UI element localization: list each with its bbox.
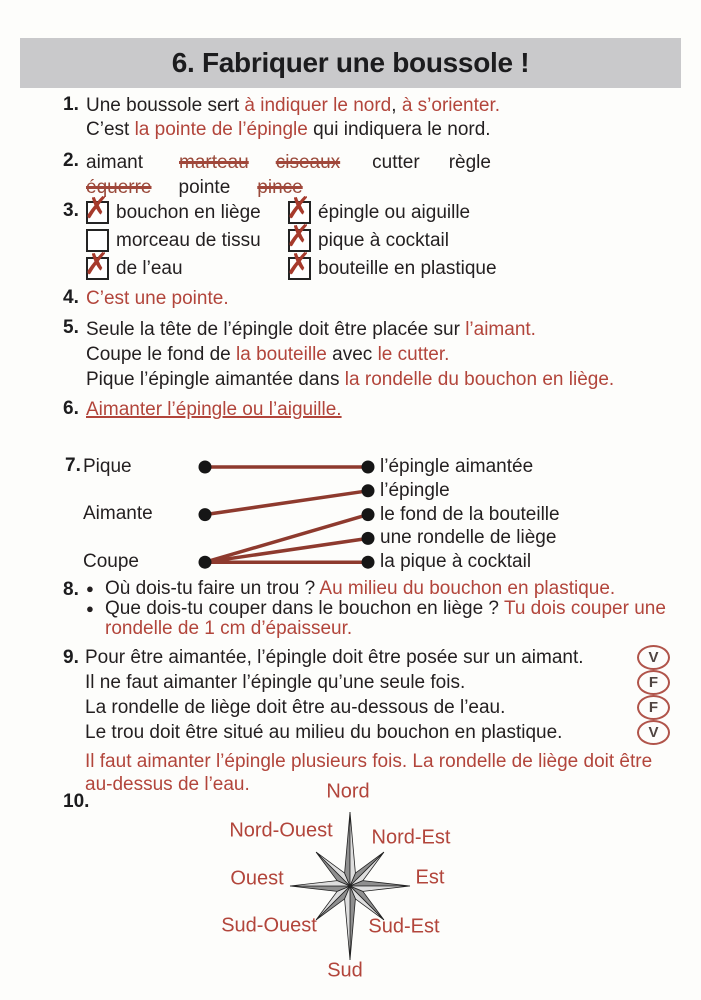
checkbox-bouteille[interactable] [286, 248, 312, 281]
word-marteau-struck: marteau [179, 152, 249, 173]
checkbox-x-icon: ✗ [286, 220, 312, 253]
q5-answer-b: la bouteille [236, 344, 327, 365]
q8-answer-1: Au milieu du bouchon en plastique. [319, 578, 616, 599]
question-5-number: 5. [63, 317, 79, 338]
match-left-coupe: Coupe [83, 551, 139, 572]
q5-answer-a: l’aimant. [465, 319, 536, 340]
q1-text-a: Une boussole sert [86, 95, 245, 116]
question-6 [63, 398, 342, 422]
checklist-item [286, 248, 497, 281]
word-pince-struck: pince [257, 177, 303, 198]
match-right-4: la pique à cocktail [380, 551, 532, 572]
checkbox-eau[interactable] [84, 248, 110, 281]
true-false-mark: F [637, 670, 670, 695]
q8-qa1 [105, 579, 615, 599]
true-false-mark: F [637, 695, 670, 720]
question-5 [63, 317, 614, 392]
match-left-aimante: Aimante [83, 503, 153, 524]
word-ciseaux-struck: ciseaux [275, 152, 341, 173]
q8-line1 [86, 579, 666, 599]
word-aimant: aimant [86, 152, 144, 173]
checkbox-label: épingle ou aiguille [318, 201, 471, 223]
bullet-icon: ● [86, 601, 94, 616]
word-pointe: pointe [178, 177, 231, 198]
question-4 [63, 287, 229, 311]
q8-line2 [86, 599, 666, 619]
q8-question-1: Où dois-tu faire un trou ? [105, 578, 320, 599]
match-lines-graphic [63, 452, 383, 580]
question-9-number: 9. [63, 647, 79, 668]
bullet-icon: ● [86, 581, 94, 596]
compass-label-nord-est: Nord-Est [371, 826, 451, 849]
statement-text: Pour être aimantée, l’épingle doit être posée sur un aimant. [85, 646, 584, 668]
question-7-number: 7. [65, 455, 81, 476]
q1-answer-c: la pointe de l’épingle [134, 119, 308, 140]
match-left-pique: Pique [83, 456, 132, 477]
checkbox-x-icon: ✗ [84, 192, 110, 225]
q8-question-2: Que dois-tu couper dans le bouchon en liège ? [105, 598, 504, 619]
question-1-number: 1. [63, 94, 79, 115]
checkbox-label: morceau de tissu [116, 229, 261, 251]
checkbox-x-icon: ✗ [286, 248, 312, 281]
question-4-number: 4. [63, 287, 79, 308]
checklist-item [84, 192, 288, 225]
checklist [84, 192, 497, 281]
compass-label-nord: Nord [326, 780, 370, 803]
compass-label-est: Est [415, 866, 445, 889]
word-regle: règle [448, 152, 491, 173]
compass-label-sud-ouest: Sud-Ouest [221, 914, 317, 937]
compass-label-sud-est: Sud-Est [368, 915, 440, 938]
q1-text-b: , [391, 95, 402, 116]
correction-line-2: au-dessus de l’eau. [85, 774, 250, 795]
statement-row [85, 695, 670, 720]
q1-answer-b: à s’orienter. [401, 95, 501, 116]
q5-line2 [86, 342, 614, 367]
match-right-2: le fond de la bouteille [380, 504, 560, 525]
q1-text-d: qui indiquera le nord. [307, 119, 491, 140]
checkbox-label: bouteille en plastique [318, 257, 497, 279]
q2-line1 [86, 150, 491, 175]
checklist-item [286, 220, 497, 253]
question-3-number: 3. [63, 200, 79, 221]
q5-text-b: Coupe le fond de [86, 344, 237, 365]
statement-text: Il ne faut aimanter l’épingle qu’une seule fois. [85, 671, 466, 693]
statement-row [85, 670, 670, 695]
compass-label-sud: Sud [327, 959, 363, 982]
question-1 [63, 94, 500, 142]
statement-text: La rondelle de liège doit être au-dessous de l’eau. [85, 696, 506, 718]
q8-answer-2: Tu dois couper une [503, 598, 666, 619]
q1-line2 [86, 118, 500, 142]
q4-answer: C’est une pointe. [86, 288, 229, 309]
checkbox-x-icon: ✗ [286, 192, 312, 225]
statements [85, 645, 670, 745]
question-8-text [86, 579, 666, 639]
question-5-text [86, 317, 614, 392]
checkbox-label: bouchon en liège [116, 201, 261, 223]
question-2-number: 2. [63, 150, 79, 171]
true-false-mark: V [637, 645, 670, 670]
statement-row [85, 720, 670, 745]
question-10-number: 10. [63, 791, 90, 812]
q5-line3 [86, 367, 614, 392]
question-3 [63, 192, 497, 281]
checkbox-x-icon: ✗ [84, 248, 110, 281]
question-8 [63, 579, 666, 639]
question-8-number: 8. [63, 579, 79, 600]
q5-text-a: Seule la tête de l’épingle doit être placée sur [86, 319, 466, 340]
question-9-true-false [63, 645, 668, 796]
q1-text-c: C’est [86, 119, 135, 140]
q5-text-d: Pique l’épingle aimantée dans [86, 369, 345, 390]
q8-answer-2-continued: rondelle de 1 cm d’épaisseur. [105, 618, 353, 639]
word-equerre-struck: équerre [86, 177, 152, 198]
q1-line1 [86, 94, 500, 118]
compass-label-ouest: Ouest [230, 867, 284, 890]
checkbox-label: pique à cocktail [318, 229, 449, 251]
question-6-number: 6. [63, 398, 79, 419]
question-2 [63, 150, 491, 200]
q6-answer: Aimanter l’épingle ou l’aiguille. [86, 399, 342, 420]
title-banner [20, 38, 681, 88]
checkbox-bouchon[interactable] [84, 192, 110, 225]
match-right-1: l’épingle [380, 480, 450, 501]
checklist-item [286, 192, 497, 225]
match-right-0: l’épingle aimantée [380, 456, 534, 477]
compass-label-nord-ouest: Nord-Ouest [229, 819, 333, 842]
checklist-item [86, 229, 288, 252]
correction-line-1: Il faut aimanter l’épingle plusieurs fois. La rondelle de liège doit être [85, 751, 653, 772]
q5-text-c: avec [326, 344, 378, 365]
word-cutter: cutter [372, 152, 420, 173]
match-right-3: une rondelle de liège [380, 527, 557, 548]
true-false-mark: V [637, 720, 670, 745]
checkbox-label: de l’eau [116, 257, 183, 279]
q8-qa2 [105, 599, 666, 619]
q1-answer-a: à indiquer le nord [244, 95, 392, 116]
q5-answer-c: le cutter. [377, 344, 450, 365]
question-7-matching [63, 452, 701, 580]
statement-text: Le trou doit être situé au milieu du bouchon en plastique. [85, 721, 563, 743]
checklist-item [84, 248, 288, 281]
page-title: 6. Fabriquer une boussole ! [171, 47, 530, 78]
q5-line1 [86, 317, 614, 342]
q5-answer-d: la rondelle du bouchon en liège. [344, 369, 615, 390]
statement-row [85, 645, 670, 670]
question-1-text [86, 94, 500, 142]
